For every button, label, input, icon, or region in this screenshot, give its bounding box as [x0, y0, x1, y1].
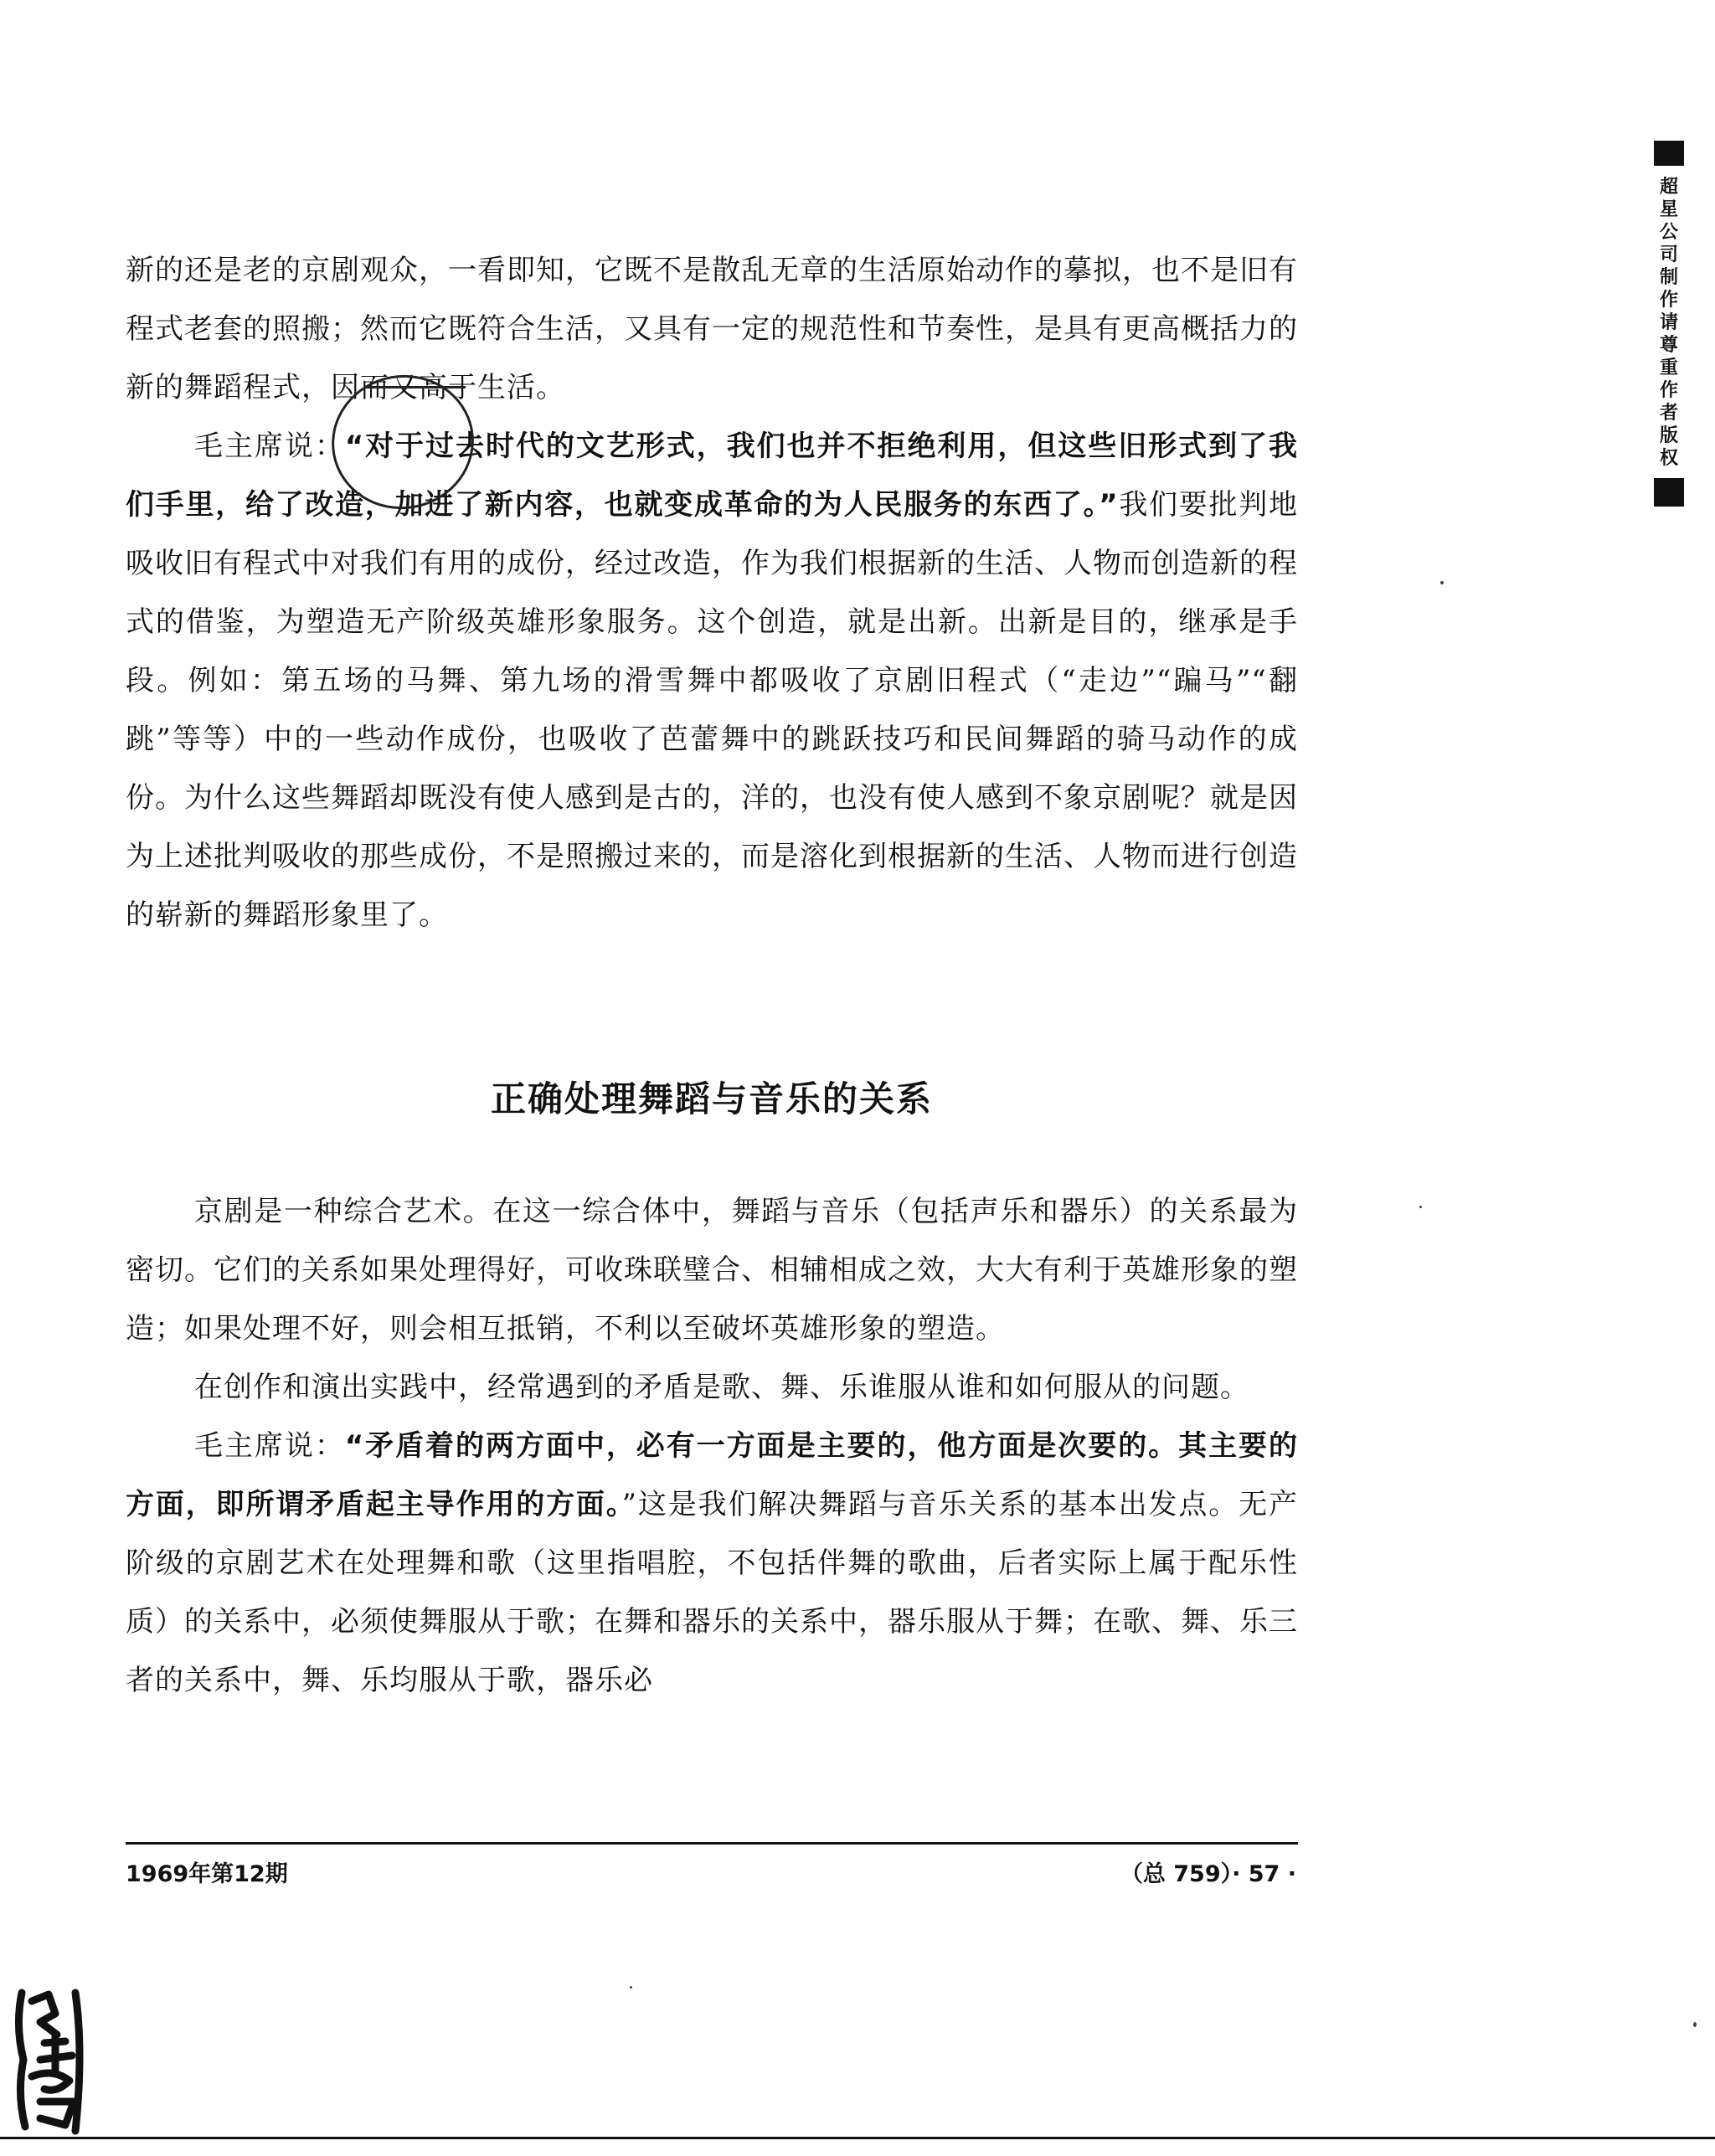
footer-divider	[126, 1842, 1298, 1845]
section-1-body	[126, 241, 1298, 944]
watermark-char: 超	[1659, 177, 1678, 198]
scan-speck	[1440, 581, 1444, 584]
library-seal-stamp	[7, 1976, 90, 2143]
paragraph-text: 京剧是一种综合艺术。在这一综合体中，舞蹈与音乐（包括声乐和器乐）的关系最为密切。它们的关系如果处理得好，可收珠联璧合、相辅相成之效，大大有利于英雄形象的塑造；如果处理不好，则会相互抵销，不利以至破坏英雄形象的塑造。	[126, 1195, 1298, 1346]
watermark-char: 者	[1659, 403, 1678, 424]
paragraph	[126, 417, 1298, 944]
paragraph-text: 毛主席说：	[194, 1429, 345, 1463]
scan-speck	[1419, 1206, 1422, 1208]
paragraph	[126, 1417, 1298, 1710]
paragraph-text: ”这是我们解决舞蹈与音乐关系的基本出发点。无产阶级的京剧艺术在处理舞和歌（这里指唱腔，不包括伴舞的歌曲，后者实际上属于配乐性质）的关系中，必须使舞服从于歌；在舞和器乐的关系中，器乐服从于舞；在歌、舞、乐三者的关系中，舞、乐均服从于歌，器乐必	[126, 1488, 1298, 1697]
paragraph-text: 在创作和演出实践中，经常遇到的矛盾是歌、舞、乐谁服从谁和如何服从的问题。	[194, 1371, 1249, 1404]
watermark-char: 重	[1659, 358, 1678, 378]
quotation-bold-text: “矛盾着的两方面中，必有一方面是主要的，他方面是次要的。其主要的方面，即所谓矛盾起主导作用的方面。	[126, 1429, 1299, 1521]
paragraph	[126, 1182, 1298, 1358]
watermark-char: 作	[1659, 380, 1678, 401]
footer-issue: 1969年第12期	[126, 1861, 288, 1887]
side-watermark	[1654, 141, 1687, 610]
paragraph	[126, 241, 1298, 417]
scan-bottom-edge	[0, 2137, 1715, 2139]
paragraph	[126, 1358, 1298, 1417]
watermark-bar-top	[1654, 141, 1684, 166]
watermark-text	[1654, 176, 1684, 470]
watermark-char: 权	[1659, 448, 1678, 469]
footer-page-number: （总 759）· 57 ·	[1120, 1861, 1296, 1887]
watermark-char: 版	[1659, 425, 1678, 446]
paragraph-text: 新的还是老的京剧观众，一看即知，它既不是散乱无章的生活原始动作的摹拟，也不是旧有程式老套的照搬；然而它既符合生活，又具有一定的规范性和节奏性，是具有更高概括力的新的舞蹈程式，因而又高于生活。	[126, 254, 1298, 404]
watermark-char: 作	[1659, 290, 1678, 311]
watermark-char: 星	[1659, 199, 1678, 220]
paragraph-text: 毛主席说：	[194, 430, 345, 463]
section-2-body	[126, 1182, 1298, 1710]
paragraph-text: 我们要批判地吸收旧有程式中对我们有用的成份，经过改造，作为我们根据新的生活、人物而创造新的程式的借鉴，为塑造无产阶级英雄形象服务。这个创造，就是出新。出新是目的，继承是手段。例如：第五场的马舞、第九场的滑雪舞中都吸收了京剧旧程式（“走边”“蹁马”“翻跳”等等）中的一些动作成份，也吸收了芭蕾舞中的跳跃技巧和民间舞蹈的骑马动作的成份。为什么这些舞蹈却既没有使人感到是古的，洋的，也没有使人感到不象京剧呢？就是因为上述批判吸收的那些成份，不是照搬过来的，而是溶化到根据新的生活、人物而进行创造的崭新的舞蹈形象里了。	[126, 488, 1299, 932]
handwritten-strikethrough	[365, 386, 466, 388]
scan-speck	[1693, 2022, 1697, 2027]
watermark-char: 司	[1659, 244, 1678, 265]
watermark-char: 公	[1659, 222, 1678, 243]
watermark-bar-bottom	[1654, 478, 1684, 507]
section-title: 正确处理舞蹈与音乐的关系	[490, 1078, 933, 1119]
watermark-char: 尊	[1659, 335, 1678, 356]
scan-speck	[630, 1986, 632, 1989]
watermark-char: 请	[1659, 312, 1678, 333]
watermark-char: 制	[1659, 267, 1678, 288]
quotation-bold-text: “对于过去时代的文艺形式，我们也并不拒绝利用，但这些旧形式到了我们手里，给了改造，加进了新内容，也就变成革命的为人民服务的东西了。”	[126, 430, 1299, 522]
